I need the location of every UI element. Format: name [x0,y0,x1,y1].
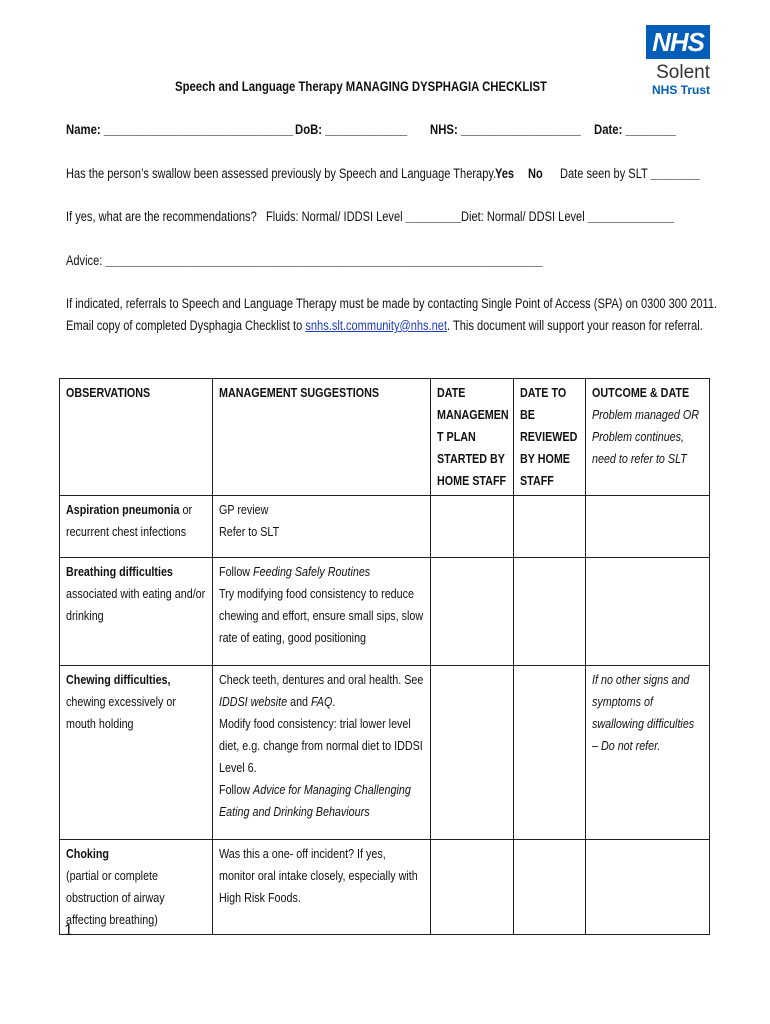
outcome-note: If no other signs and symptoms of swallowing difficulties – Do not refer. [592,673,695,753]
table-header-row [60,379,710,496]
header-outcome-title: OUTCOME & DATE [592,386,690,400]
header-outcome [586,379,710,496]
fluids-blank[interactable]: _________ [405,209,462,224]
observation-detail: associated with eating and/or drinking [66,587,206,623]
nhs-number-field[interactable]: NHS: ___________________ [430,122,581,137]
iddsi-website-link[interactable]: IDDSI website [219,695,288,709]
nhs-solent-logo [640,25,710,97]
date-seen-label: Date seen by SLT [560,166,648,181]
header-outcome-note: Problem managed OR Problem continues, need to refer to SLT [592,408,699,466]
date-field[interactable]: Date: ________ [594,122,676,137]
outcome-input[interactable] [586,496,710,558]
management-line: Was this a one- off incident? If yes, monitor oral intake closely, especially with High Risk Foods. [219,847,418,905]
faq-link[interactable]: FAQ [311,695,333,709]
outcome-input[interactable] [586,840,710,935]
management-line: Follow Feeding Safely Routines [219,565,371,579]
observation-title: Aspiration pneumonia [66,503,180,517]
feeding-safely-link[interactable]: Feeding Safely Routines [253,565,371,579]
date-reviewed-input[interactable] [514,496,586,558]
page-number: 1 [64,922,73,939]
dob-field[interactable]: DoB: _____________ [295,122,408,137]
diet-level [461,209,674,224]
header-observations: OBSERVATIONS [60,379,213,496]
management-line: Refer to SLT [219,525,280,539]
management-cell [213,840,431,935]
table-row [60,558,710,666]
observation-title: Chewing difficulties, [66,673,171,687]
observation-title: Choking [66,847,109,861]
header-management: MANAGEMENT SUGGESTIONS [213,379,431,496]
table-row [60,496,710,558]
management-line: GP review [219,503,269,517]
observation-title: Breathing difficulties [66,565,173,579]
dysphagia-checklist-table [59,378,710,935]
fluids-level [266,209,461,224]
date-reviewed-input[interactable] [514,840,586,935]
table-row [60,666,710,840]
management-line: Check teeth, dentures and oral health. See IDDSI website and FAQ. [219,673,424,709]
page-title: Speech and Language Therapy MANAGING DYSPHAGIA CHECKLIST [175,79,547,94]
observation-detail: chewing excessively or mouth holding [66,695,176,731]
date-seen-blank[interactable]: ________ [650,166,700,181]
header-date-reviewed: DATE TO BE REVIEWED BY HOME STAFF [514,379,586,496]
management-cell [213,558,431,666]
logo-org-name: Solent [656,62,710,83]
management-cell [213,496,431,558]
observation-detail: or recurrent chest infections [66,503,193,539]
advice-blank[interactable]: _______________________________________________________________________ [105,253,543,268]
yes-option[interactable]: Yes [495,166,515,181]
logo-trust-name: NHS Trust [651,83,710,97]
referral-line-2 [66,318,703,333]
observation-cell [60,666,213,840]
referral-line-1: If indicated, referrals to Speech and Language Therapy must be made by contacting Single Point of Access (SPA) on 0300 300 2011. [66,296,718,311]
date-started-input[interactable] [431,496,514,558]
date-reviewed-input[interactable] [514,666,586,840]
management-cell [213,666,431,840]
management-line: Follow Advice for Managing Challenging Eating and Drinking Behaviours [219,783,411,819]
swallow-question: Has the person’s swallow been assessed previously by Speech and Language Therapy. [66,166,497,181]
no-option[interactable]: No [528,166,543,181]
advice-label: Advice: [66,253,103,268]
header-date-started: DATE MANAGEMEN T PLAN STARTED BY HOME STAFF [431,379,514,496]
challenging-eating-advice-link[interactable]: Advice for Managing Challenging Eating and Drinking Behaviours [219,783,411,819]
date-started-input[interactable] [431,558,514,666]
recommendations-question: If yes, what are the recommendations? [66,209,257,224]
date-started-input[interactable] [431,840,514,935]
diet-blank[interactable]: ______________ [587,209,674,224]
date-started-input[interactable] [431,666,514,840]
management-line: Modify food consistency: trial lower level diet, e.g. change from normal diet to IDDSI Level 6. [219,717,423,775]
table-row [60,840,710,935]
outcome-cell[interactable] [586,666,710,840]
date-seen-by-slt [560,166,700,181]
diet-label: Diet: Normal/ DDSI Level [461,209,585,224]
referral-email-prefix: Email copy of completed Dysphagia Checklist to [66,318,303,333]
advice-line [66,253,543,268]
management-line: Try modifying food consistency to reduce chewing and effort, ensure small sips, slow rate of eating, good positioning [219,587,424,645]
referral-email-link[interactable]: snhs.slt.community@nhs.net [305,318,448,333]
observation-cell [60,496,213,558]
date-reviewed-input[interactable] [514,558,586,666]
observation-detail: (partial or complete obstruction of airway affecting breathing) [66,869,165,927]
observation-cell [60,840,213,935]
observation-cell [60,558,213,666]
referral-email-suffix: . This document will support your reason for referral. [447,318,703,333]
name-field[interactable]: Name: ______________________________ [66,122,294,137]
outcome-input[interactable] [586,558,710,666]
nhs-logo-mark: NHS [646,25,710,59]
fluids-label: Fluids: Normal/ IDDSI Level [266,209,403,224]
